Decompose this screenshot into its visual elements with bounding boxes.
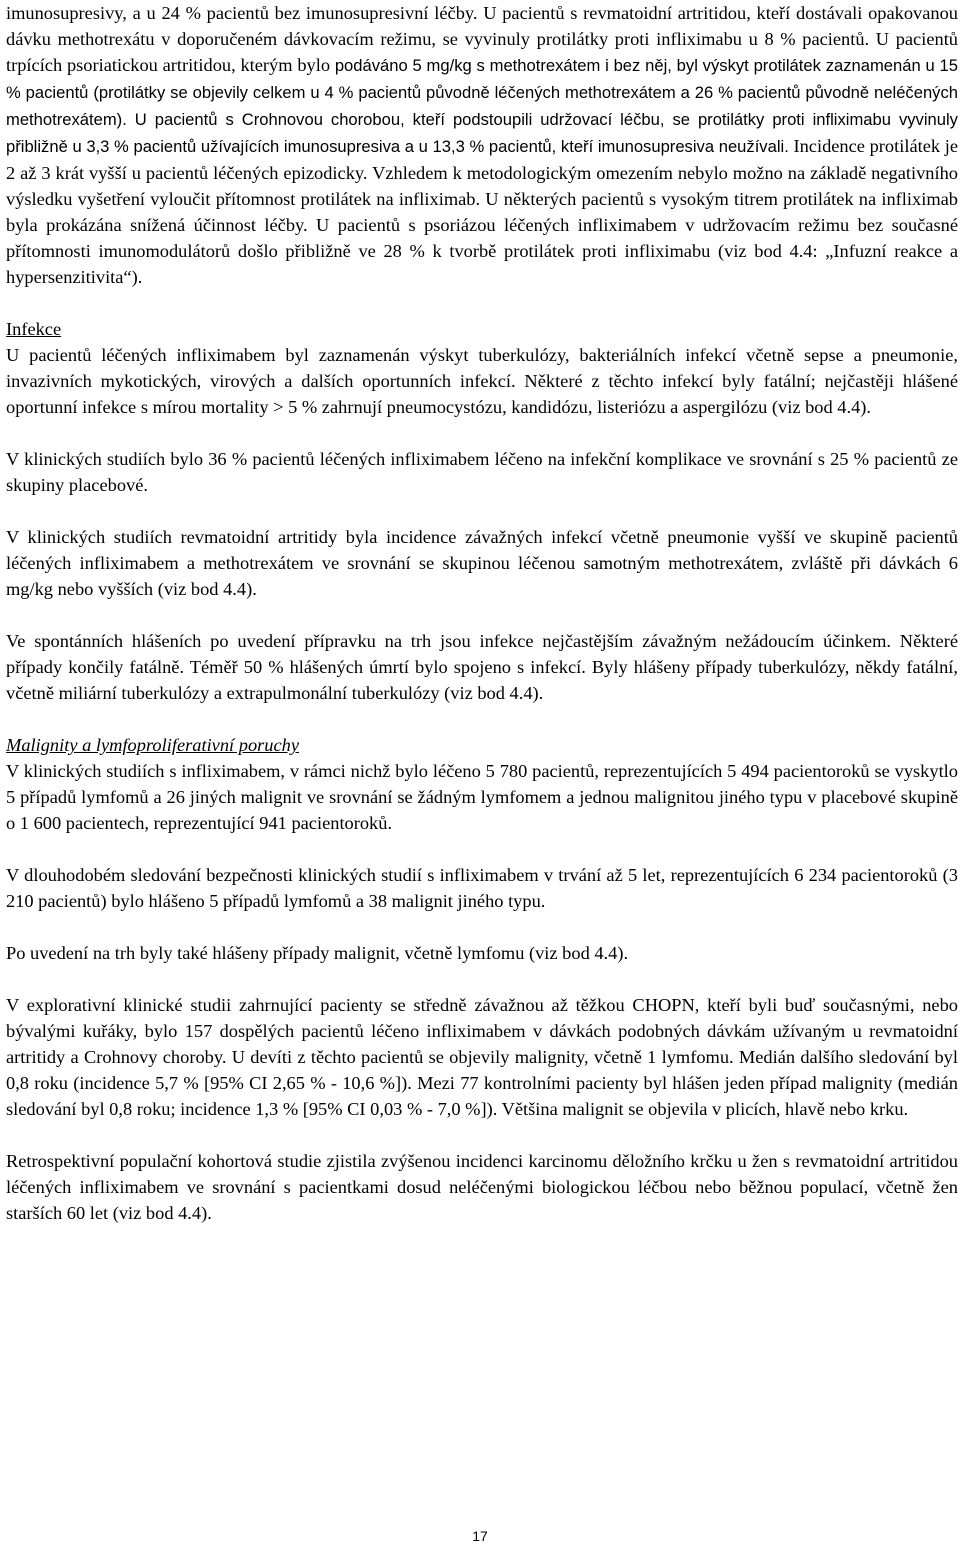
malignity-paragraph-5: Retrospektivní populační kohortová studie zjistila zvýšenou incidenci karcinomu děložního krčku u žen s revmatoidní artritidou léčených infliximabem ve srovnání s pacientkami dosud neléčenými biologickou léčbou nebo běžnou populací, včetně žen starších 60 let (viz bod 4.4). [6, 1151, 958, 1223]
infekce-paragraph-3: V klinických studiích revmatoidní artritidy byla incidence závažných infekcí včetně pneumonie vyšší ve skupině pacientů léčených infliximabem a methotrexátem ve srovnání se skupinou léčenou samotným methotrexátem, zvláště při dávkách 6 mg/kg nebo vyšších (viz bod 4.4). [6, 527, 958, 599]
malignity-heading: Malignity a lymfoproliferativní poruchy [6, 735, 300, 755]
spacer [6, 914, 958, 940]
spacer [6, 966, 958, 992]
document-page [6, 0, 958, 1226]
infekce-paragraph-2: V klinických studiích bylo 36 % pacientů léčených infliximabem léčeno na infekční komplikace ve srovnání s 25 % pacientů ze skupiny placebové. [6, 449, 958, 495]
immunogenicity-paragraph [6, 0, 958, 290]
immunogenicity-text-d: Incidence protilátek je 2 až 3 krát vyšší u pacientů léčených epizodicky. Vzhledem k metodologickým omezením nebylo možno na základě negativního výsledku vyšetření vyloučit přítomnost protilátek na infliximab. U některých pacientů s vysokým titrem protilátek na infliximab byla prokázána snížená účinnost léčby. U pacientů s psoriázou léčených infliximabem v udržovacím režimu bez současné přítomnosti imunomodulátorů došlo přibližně ve 28 % k tvorbě protilátek proti infliximabu (viz bod 4.4: „Infuzní reakce a hypersenzitivita“). [6, 136, 958, 287]
immunogenicity-text-c: U pacientů s Crohnovou chorobou, kteří podstoupili udržovací léčbu, se protilátky proti infliximabu vyvinuly přibližně u 3,3 % pacientů užívajících imunosupresiva a u 13,3 % pacientů, kteří imunosupresiva neužívali. [6, 110, 958, 156]
spacer [6, 498, 958, 524]
page-number: 17 [472, 1528, 488, 1544]
spacer [6, 602, 958, 628]
spacer [6, 836, 958, 862]
immunogenicity-text-a: imunosupresivy, a u 24 % pacientů bez imunosupresivní léčby. U pacientů s revmatoidní artritidou, kteří dostávali opakovanou dávku methotrexátu v doporučeném dávkovacím režimu, se vyvinuly protilátky proti infliximabu u 8 % pacientů. U pacientů trpících psoriatickou artritidou, kterým bylo [6, 3, 958, 75]
infekce-heading: Infekce [6, 319, 62, 339]
spacer [6, 290, 958, 316]
infekce-paragraph-4: Ve spontánních hlášeních po uvedení přípravku na trh jsou infekce nejčastějším závažným nežádoucím účinkem. Některé případy končily fatálně. Téměř 50 % hlášených úmrtí bylo spojeno s infekcí. Byly hlášeny případy tuberkulózy, někdy fatální, včetně miliární tuberkulózy a extrapulmonální tuberkulózy (viz bod 4.4). [6, 631, 958, 703]
malignity-paragraph-1: V klinických studiích s infliximabem, v rámci nichž bylo léčeno 5 780 pacientů, reprezentujících 5 494 pacientoroků se vyskytlo 5 případů lymfomů a 26 jiných malignit ve srovnání se žádným lymfomem a jednou malignitou jiného typu v placebové skupině o 1 600 pacientech, reprezentující 941 pacientoroků. [6, 761, 958, 833]
spacer [6, 1122, 958, 1148]
malignity-paragraph-2: V dlouhodobém sledování bezpečnosti klinických studií s infliximabem v trvání až 5 let, reprezentujících 6 234 pacientoroků (3 210 pacientů) bylo hlášeno 5 případů lymfomů a 38 malignit jiného typu. [6, 865, 958, 911]
spacer [6, 420, 958, 446]
malignity-paragraph-3: Po uvedení na trh byly také hlášeny případy malignit, včetně lymfomu (viz bod 4.4). [6, 943, 629, 963]
infekce-paragraph-1: U pacientů léčených infliximabem byl zaznamenán výskyt tuberkulózy, bakteriálních infekcí včetně sepse a pneumonie, invazivních mykotických, virových a dalších oportunních infekcí. Některé z těchto infekcí byly fatální; nejčastěji hlášené oportunní infekce s mírou mortality > 5 % zahrnují pneumocystózu, kandidózu, listeriózu a aspergilózu (viz bod 4.4). [6, 345, 958, 417]
spacer [6, 706, 958, 732]
malignity-paragraph-4: V explorativní klinické studii zahrnující pacienty se středně závažnou až těžkou CHOPN, kteří byli buď současnými, nebo bývalými kuřáky, bylo 157 dospělých pacientů léčeno infliximabem v dávkách podobných dávkám užívaným u revmatoidní artritidy a Crohnovy choroby. U devíti z těchto pacientů se objevily malignity, včetně 1 lymfomu. Medián dalšího sledování byl 0,8 roku (incidence 5,7 % [95% CI 2,65 % - 10,6 %]). Mezi 77 kontrolními pacienty byl hlášen jeden případ malignity (medián sledování byl 0,8 roku; incidence 1,3 % [95% CI 0,03 % - 7,0 %]). Většina malignit se objevila v plicích, hlavě nebo krku. [6, 995, 958, 1119]
immunogenicity-text-b: podáváno 5 mg/kg s methotrexátem i bez něj, byl výskyt protilátek zaznamenán u 15 % pacientů (protilátky se objevily celkem u 4 % pacientů původně léčených methotrexátem a 26 % pacientů původně neléčených methotrexátem). [6, 56, 958, 129]
